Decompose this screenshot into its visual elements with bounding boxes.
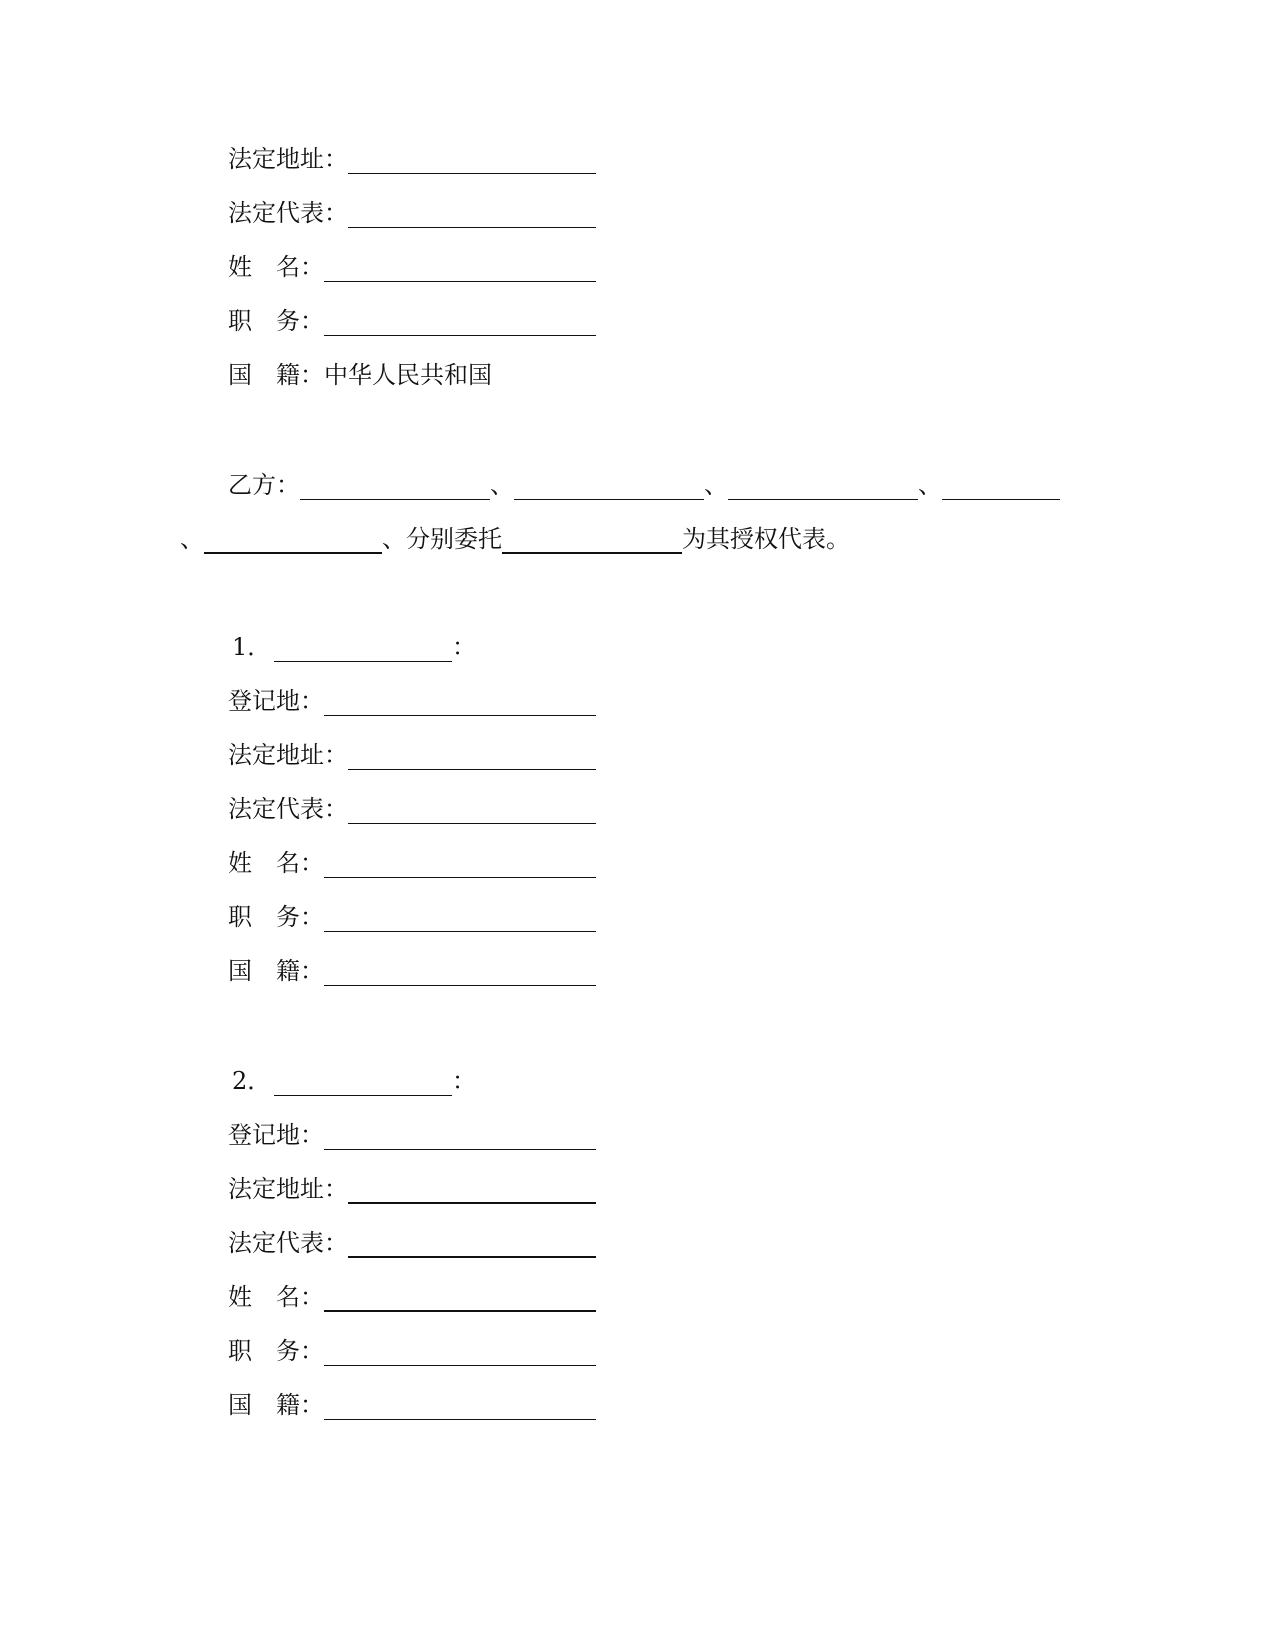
legal-address-blank[interactable] <box>348 740 596 770</box>
registration-blank[interactable] <box>324 1120 596 1150</box>
entrust-text: 、分别委托 <box>382 525 502 553</box>
party-a-name-row <box>228 248 596 282</box>
separator: 、 <box>704 471 728 499</box>
name-label-char-1: 姓 <box>228 1283 252 1311</box>
party-b-label: 乙方： <box>228 471 300 499</box>
party-a-legal-rep-row <box>228 194 596 228</box>
party-b-blank-2[interactable] <box>514 470 704 500</box>
entity-name-blank[interactable] <box>274 632 452 662</box>
legal-address-label: 法定地址： <box>228 1175 348 1203</box>
authorized-rep-blank[interactable] <box>502 524 682 554</box>
party-a-nationality-row <box>228 356 492 390</box>
entity-1-nationality-row <box>228 952 596 986</box>
nationality-label-char-1: 国 <box>228 957 252 985</box>
separator: 、 <box>490 471 514 499</box>
nationality-blank[interactable] <box>324 956 596 986</box>
legal-rep-blank[interactable] <box>348 794 596 824</box>
name-blank[interactable] <box>324 1282 596 1312</box>
entity-2-legal-rep-row <box>228 1224 596 1258</box>
name-label-char-2: 名： <box>276 1283 324 1311</box>
position-blank[interactable] <box>324 306 596 336</box>
registration-blank[interactable] <box>324 686 596 716</box>
party-b-row-2 <box>180 520 850 554</box>
entity-colon: ： <box>452 1067 476 1095</box>
party-a-legal-address-row <box>228 140 596 174</box>
entity-number: 2． <box>232 1067 272 1095</box>
authorized-text: 为其授权代表。 <box>682 525 850 553</box>
nationality-value: 中华人民共和国 <box>324 361 492 389</box>
position-label-char-2: 务： <box>276 903 324 931</box>
legal-address-blank[interactable] <box>348 144 596 174</box>
nationality-blank[interactable] <box>324 1390 596 1420</box>
entity-1-registration-row <box>228 682 596 716</box>
legal-rep-label: 法定代表： <box>228 199 348 227</box>
entity-2-legal-address-row <box>228 1170 596 1204</box>
entity-number: 1． <box>232 633 272 661</box>
entity-1-legal-rep-row <box>228 790 596 824</box>
name-label-char-1: 姓 <box>228 253 252 281</box>
entity-1-legal-address-row <box>228 736 596 770</box>
nationality-label-char-2: 籍： <box>276 957 324 985</box>
party-b-blank-1[interactable] <box>300 470 490 500</box>
position-blank[interactable] <box>324 1336 596 1366</box>
name-label-char-2: 名： <box>276 849 324 877</box>
name-blank[interactable] <box>324 252 596 282</box>
separator: 、 <box>180 525 204 553</box>
separator: 、 <box>918 471 942 499</box>
name-label-char-1: 姓 <box>228 849 252 877</box>
entity-name-blank[interactable] <box>274 1066 452 1096</box>
registration-label: 登记地： <box>228 687 324 715</box>
entity-1-name-row <box>228 844 596 878</box>
name-label-char-2: 名： <box>276 253 324 281</box>
entity-2-position-row <box>228 1332 596 1366</box>
entity-2-name-row <box>228 1278 596 1312</box>
party-b-row-1 <box>228 466 1060 500</box>
legal-rep-blank[interactable] <box>348 198 596 228</box>
party-b-blank-5[interactable] <box>204 524 382 554</box>
party-b-blank-3[interactable] <box>728 470 918 500</box>
position-label-char-2: 务： <box>276 307 324 335</box>
nationality-label-char-1: 国 <box>228 1391 252 1419</box>
entity-1-heading-row <box>228 628 476 662</box>
position-label-char-1: 职 <box>228 903 252 931</box>
entity-1-position-row <box>228 898 596 932</box>
entity-2-heading-row <box>228 1062 476 1096</box>
party-a-position-row <box>228 302 596 336</box>
legal-rep-label: 法定代表： <box>228 795 348 823</box>
entity-2-registration-row <box>228 1116 596 1150</box>
position-label-char-1: 职 <box>228 1337 252 1365</box>
legal-address-label: 法定地址： <box>228 741 348 769</box>
legal-address-blank[interactable] <box>348 1174 596 1204</box>
nationality-label-char-2: 籍： <box>276 1391 324 1419</box>
position-label-char-1: 职 <box>228 307 252 335</box>
legal-rep-blank[interactable] <box>348 1228 596 1258</box>
entity-colon: ： <box>452 633 476 661</box>
nationality-label-char-1: 国 <box>228 361 252 389</box>
entity-2-nationality-row <box>228 1386 596 1420</box>
legal-address-label: 法定地址： <box>228 145 348 173</box>
position-blank[interactable] <box>324 902 596 932</box>
nationality-label-char-2: 籍： <box>276 361 324 389</box>
registration-label: 登记地： <box>228 1121 324 1149</box>
party-b-blank-4[interactable] <box>942 470 1060 500</box>
position-label-char-2: 务： <box>276 1337 324 1365</box>
name-blank[interactable] <box>324 848 596 878</box>
legal-rep-label: 法定代表： <box>228 1229 348 1257</box>
